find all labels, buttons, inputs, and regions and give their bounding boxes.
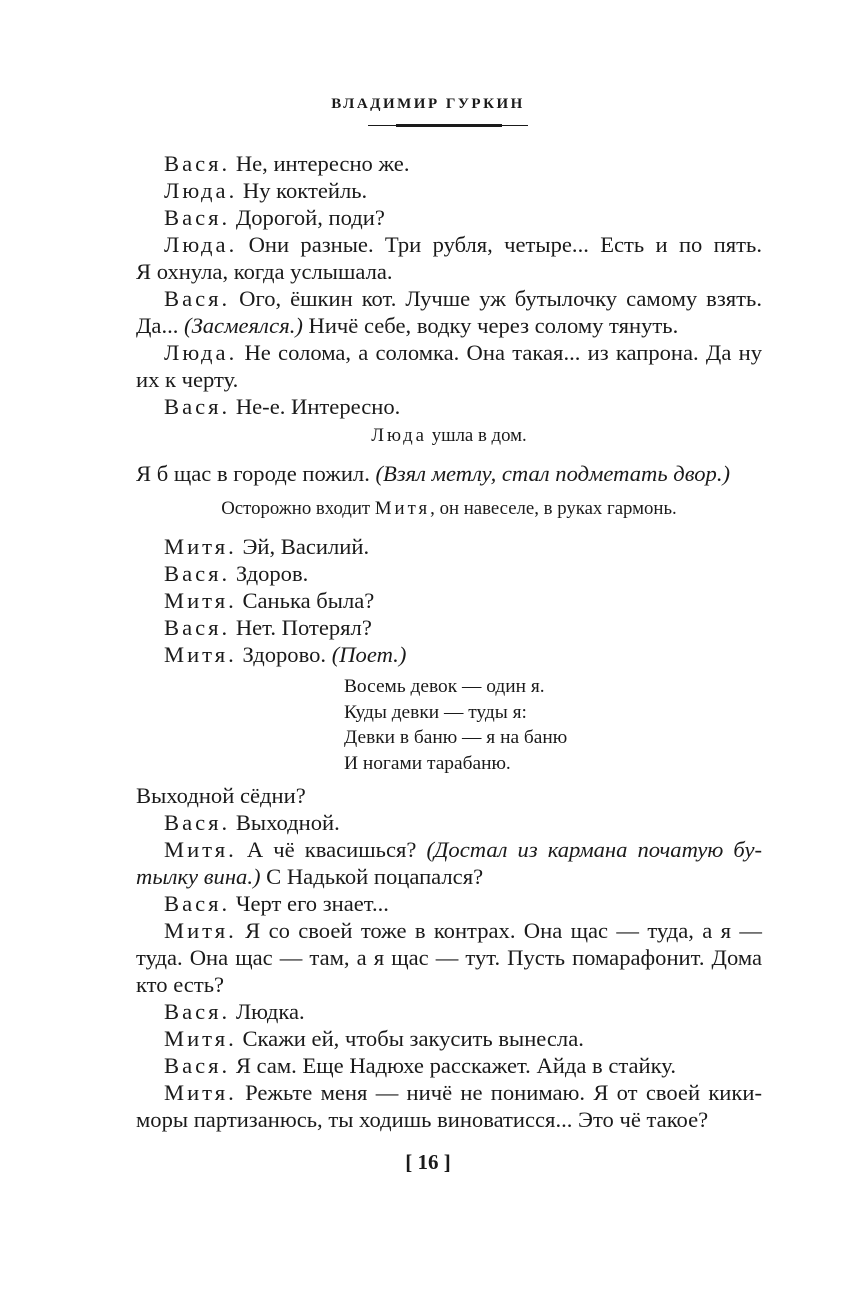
speech: Здоров. xyxy=(230,561,309,586)
speaker-name: Митя. xyxy=(164,642,237,667)
speaker-name: Митя. xyxy=(164,1026,237,1051)
speaker-name: Вася. xyxy=(164,1053,231,1078)
speech: Я сам. Еще Надюхе расскажет. Айда в стайку. xyxy=(230,1053,676,1078)
speech: Здорово. xyxy=(236,642,332,667)
speaker-name: Митя. xyxy=(164,1080,237,1105)
speech: их к черту. xyxy=(136,367,239,392)
speech: Эй, Василий. xyxy=(236,534,370,559)
dialogue-line xyxy=(136,890,762,917)
speaker-name: Вася. xyxy=(164,151,231,176)
dialogue-line xyxy=(136,560,762,587)
speech: моры партизанюсь, ты ходишь виноватисся... Это чё такое? xyxy=(136,1107,709,1132)
speaker-name: Митя. xyxy=(164,918,237,943)
stage-direction: (Поет.) xyxy=(331,642,407,667)
verse-line: Восемь девок — один я. xyxy=(344,676,545,697)
dialogue-line xyxy=(136,1025,762,1052)
speaker-name: Люда. xyxy=(164,178,238,203)
verse-line: И ногами тарабаню. xyxy=(344,752,511,774)
speaker-name: Митя. xyxy=(164,837,237,862)
speech: Ничё себе, водку через солому тянуть. xyxy=(302,313,679,338)
dialogue-line xyxy=(136,782,762,809)
speech: Я со своей тоже в контрах. Она щас — туда, а я — xyxy=(236,918,762,943)
dialogue-line xyxy=(136,1079,762,1106)
speech: Черт его знает... xyxy=(230,891,389,916)
speech: Да... xyxy=(136,313,185,338)
stage-text: , он навеселе, в руках гармонь. xyxy=(430,498,677,519)
stage-text: ушла в дом. xyxy=(427,425,527,446)
dialogue-line xyxy=(136,533,762,560)
speaker-name: Митя xyxy=(374,498,431,519)
speech: Они разные. Три рубля, четыре... Есть и по пять. xyxy=(237,232,762,257)
speech: С Надькой поцапался? xyxy=(260,864,484,889)
play-text xyxy=(136,150,762,1133)
speech: туда. Она щас — там, а я щас — тут. Пусть помарафонит. Дома xyxy=(136,945,762,970)
stage-direction: (Засмеялся.) xyxy=(184,313,303,338)
dialogue-line xyxy=(136,285,762,312)
dialogue-line xyxy=(136,641,762,668)
speaker-name: Люда xyxy=(371,425,428,446)
dialogue-line xyxy=(136,1106,762,1133)
dialogue-line xyxy=(136,998,762,1025)
speech: Не, интересно же. xyxy=(230,151,410,176)
stage-direction-block xyxy=(136,497,762,521)
dialogue-line xyxy=(136,863,762,890)
dialogue-line xyxy=(136,460,762,487)
speech: Выходной сёдни? xyxy=(136,783,306,808)
song-verse xyxy=(136,674,762,776)
running-head-author: ВЛАДИМИР ГУРКИН xyxy=(331,96,525,112)
speaker-name: Вася. xyxy=(164,394,231,419)
page-number: [ 16 ] xyxy=(405,1150,451,1174)
speech: Не солома, а соломка. Она такая... из капрона. Да ну xyxy=(237,340,762,365)
dialogue-line xyxy=(136,312,762,339)
dialogue-line xyxy=(136,393,762,420)
speech: Ну коктейль. xyxy=(237,178,368,203)
speech: Я охнула, когда услышала. xyxy=(136,259,393,284)
dialogue-line xyxy=(136,204,762,231)
dialogue-line xyxy=(136,836,762,863)
speaker-name: Митя. xyxy=(164,588,237,613)
speech: Я б щас в городе пожил. xyxy=(136,461,376,486)
speaker-name: Митя. xyxy=(164,534,237,559)
speaker-name: Вася. xyxy=(164,891,231,916)
speech: Санька была? xyxy=(236,588,375,613)
speaker-name: Вася. xyxy=(164,205,231,230)
dialogue-line xyxy=(136,231,762,258)
speech: Не-е. Интересно. xyxy=(230,394,401,419)
dialogue-line xyxy=(136,809,762,836)
speaker-name: Вася. xyxy=(164,561,231,586)
header-rule-accent xyxy=(396,124,502,127)
speaker-name: Вася. xyxy=(164,810,231,835)
speech: Выходной. xyxy=(230,810,340,835)
dialogue-line xyxy=(136,614,762,641)
speech: Нет. Потерял? xyxy=(230,615,372,640)
dialogue-line xyxy=(136,1052,762,1079)
dialogue-line xyxy=(136,587,762,614)
speaker-name: Люда. xyxy=(164,232,238,257)
speech: А чё квасишься? xyxy=(236,837,427,862)
stage-direction-block xyxy=(136,424,762,448)
dialogue-line xyxy=(136,366,762,393)
speech: Людка. xyxy=(230,999,305,1024)
dialogue-line xyxy=(136,917,762,944)
speech: Дорогой, поди? xyxy=(230,205,385,230)
speaker-name: Вася. xyxy=(164,286,231,311)
dialogue-line xyxy=(136,177,762,204)
verse-line: Куды девки — туды я: xyxy=(344,701,527,723)
speaker-name: Вася. xyxy=(164,999,231,1024)
speaker-name: Вася. xyxy=(164,615,231,640)
stage-direction: (Взял метлу, стал подметать двор.) xyxy=(375,461,730,486)
dialogue-line xyxy=(136,339,762,366)
dialogue-line xyxy=(136,971,762,998)
stage-text: Осторожно входит xyxy=(221,498,375,519)
speech: Режьте меня — ничё не понимаю. Я от своей кики- xyxy=(236,1080,762,1105)
stage-direction: тылку вина.) xyxy=(136,864,261,889)
speech: Ого, ёшкин кот. Лучше уж бутылочку самому взять. xyxy=(230,286,762,311)
dialogue-line xyxy=(136,150,762,177)
verse-line: Девки в баню — я на баню xyxy=(344,727,568,748)
stage-direction: (Достал из кармана початую бу- xyxy=(426,837,763,862)
speaker-name: Люда. xyxy=(164,340,238,365)
speech: кто есть? xyxy=(136,972,225,997)
dialogue-line xyxy=(136,944,762,971)
speech: Скажи ей, чтобы закусить вынесла. xyxy=(236,1026,584,1051)
dialogue-line xyxy=(136,258,762,285)
